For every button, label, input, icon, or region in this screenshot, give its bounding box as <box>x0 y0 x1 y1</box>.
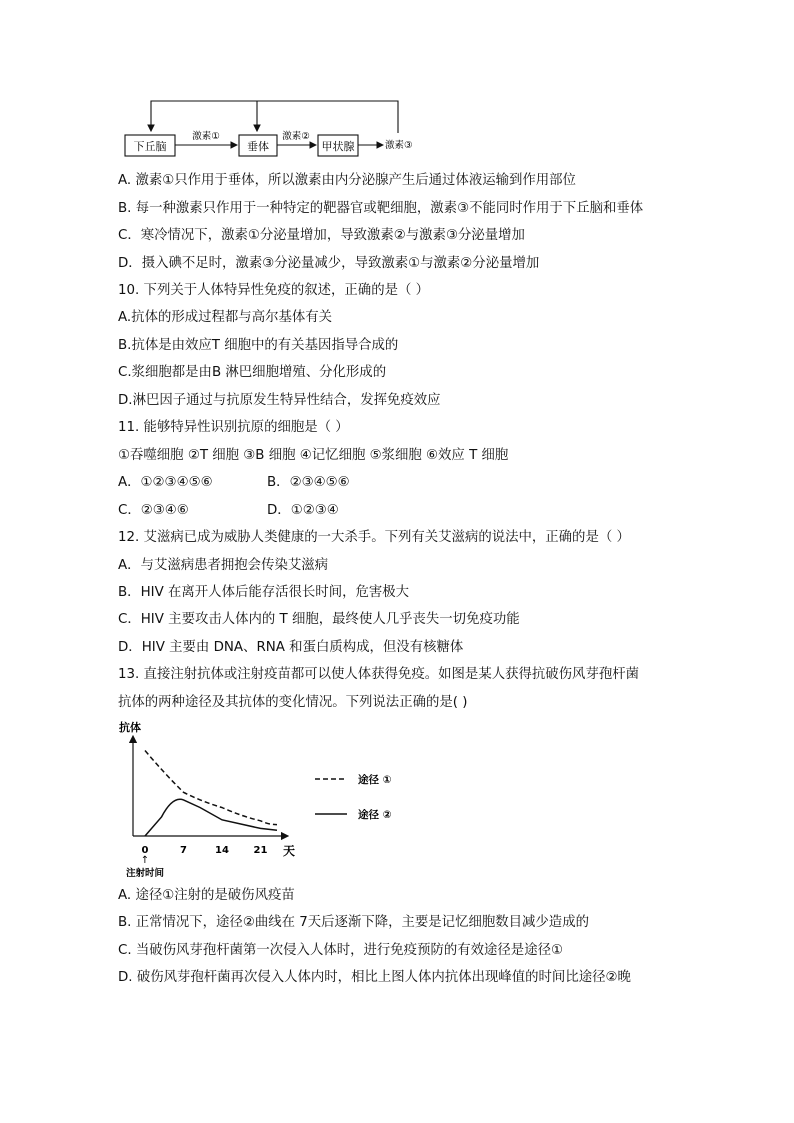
q11-option-a: A．①②③④⑤⑥ <box>118 475 213 490</box>
x-tick-label: 21 <box>253 845 268 856</box>
q11-option-c: C．②③④⑥ <box>118 503 189 518</box>
q13-option-b: B. 正常情况下，途径②曲线在 7天后逐渐下降，主要是记忆细胞数目减少造成的 <box>118 915 589 930</box>
hormone-flowchart <box>115 95 425 165</box>
q13-option-a: A. 途径①注射的是破伤风疫苗 <box>118 888 295 903</box>
x-tick-label: 14 <box>215 845 229 856</box>
feedback-line <box>151 101 398 133</box>
q12-option-a: A．与艾滋病患者拥抱会传染艾滋病 <box>118 558 329 573</box>
q10-option-c: C.浆细胞都是由B 淋巴细胞增殖、分化形成的 <box>118 365 387 380</box>
q10-option-b: B.抗体是由效应T 细胞中的有关基因指导合成的 <box>118 338 399 353</box>
hormone-3-label: 激素③ <box>385 140 413 151</box>
q9-option-d: D．摄入碘不足时，激素③分泌量减少，导致激素①与激素②分泌量增加 <box>118 256 540 271</box>
q9-option-b: B. 每一种激素只作用于一种特定的靶器官或靶细胞，激素③不能同时作用于下丘脑和垂体 <box>118 201 644 216</box>
q13-stem-line-2: 抗体的两种途径及其抗体的变化情况。下列说法正确的是( ) <box>118 695 468 710</box>
x-tick-label: 7 <box>180 845 187 856</box>
q12-option-d: D．HIV 主要由 DNA、RNA 和蛋白质构成，但没有核糖体 <box>118 640 464 655</box>
x-annotation: 注射时间 <box>125 868 165 879</box>
q12-option-b: B．HIV 在离开人体后能存活很长时间，危害极大 <box>118 585 410 600</box>
q13-option-c: C. 当破伤风芽孢杆菌第一次侵入人体时，进行免疫预防的有效途径是途径① <box>118 943 563 958</box>
q11-option-b: B．②③④⑤⑥ <box>267 475 350 490</box>
q13-option-d: D. 破伤风芽孢杆菌再次侵入人体内时，相比上图人体内抗体出现峰值的时间比途径②晚 <box>118 970 631 985</box>
q11-items: ①吞噬细胞 ②T 细胞 ③B 细胞 ④记忆细胞 ⑤浆细胞 ⑥效应 T 细胞 <box>118 448 509 463</box>
q10-stem: 10. 下列关于人体特异性免疫的叙述，正确的是（ ） <box>118 283 430 298</box>
x-axis-label: 天 <box>283 844 296 858</box>
q9-option-a: A. 激素①只作用于垂体，所以激素由内分泌腺产生后通过体液运输到作用部位 <box>118 173 576 188</box>
y-axis-label: 抗体 <box>119 721 141 734</box>
thyroid-label: 甲状腺 <box>321 140 355 153</box>
hormone-2-label: 激素② <box>282 131 310 142</box>
q13-stem-line-1: 13. 直接注射抗体或注射疫苗都可以使人体获得免疫。如图是某人获得抗破伤风芽孢杆菌 <box>118 667 640 682</box>
q10-option-a: A.抗体的形成过程都与高尔基体有关 <box>118 310 333 325</box>
q10-option-d: D.淋巴因子通过与抗原发生特异性结合，发挥免疫效应 <box>118 393 441 408</box>
q11-option-d: D．①②③④ <box>267 503 339 518</box>
hypothalamus-label: 下丘脑 <box>133 140 167 153</box>
q9-option-c: C．寒冷情况下，激素①分泌量增加，导致激素②与激素③分泌量增加 <box>118 228 525 243</box>
x-annotation-arrow: ↑ <box>140 855 150 866</box>
legend-label-route-1: 途径 ① <box>358 774 392 786</box>
x-tick-label: 0 <box>141 845 149 856</box>
q12-option-c: C．HIV 主要攻击人体内的 T 细胞，最终使人几乎丧失一切免疫功能 <box>118 612 520 627</box>
antibody-chart <box>115 715 415 880</box>
q12-stem: 12. 艾滋病已成为威胁人类健康的一大杀手。下列有关艾滋病的说法中，正确的是（ ） <box>118 530 630 545</box>
series-line-route-2 <box>145 799 277 836</box>
q11-stem: 11. 能够特异性识别抗原的细胞是（ ） <box>118 420 349 435</box>
pituitary-label: 垂体 <box>247 140 269 153</box>
hormone-1-label: 激素① <box>192 131 220 142</box>
legend-label-route-2: 途径 ② <box>358 809 392 821</box>
